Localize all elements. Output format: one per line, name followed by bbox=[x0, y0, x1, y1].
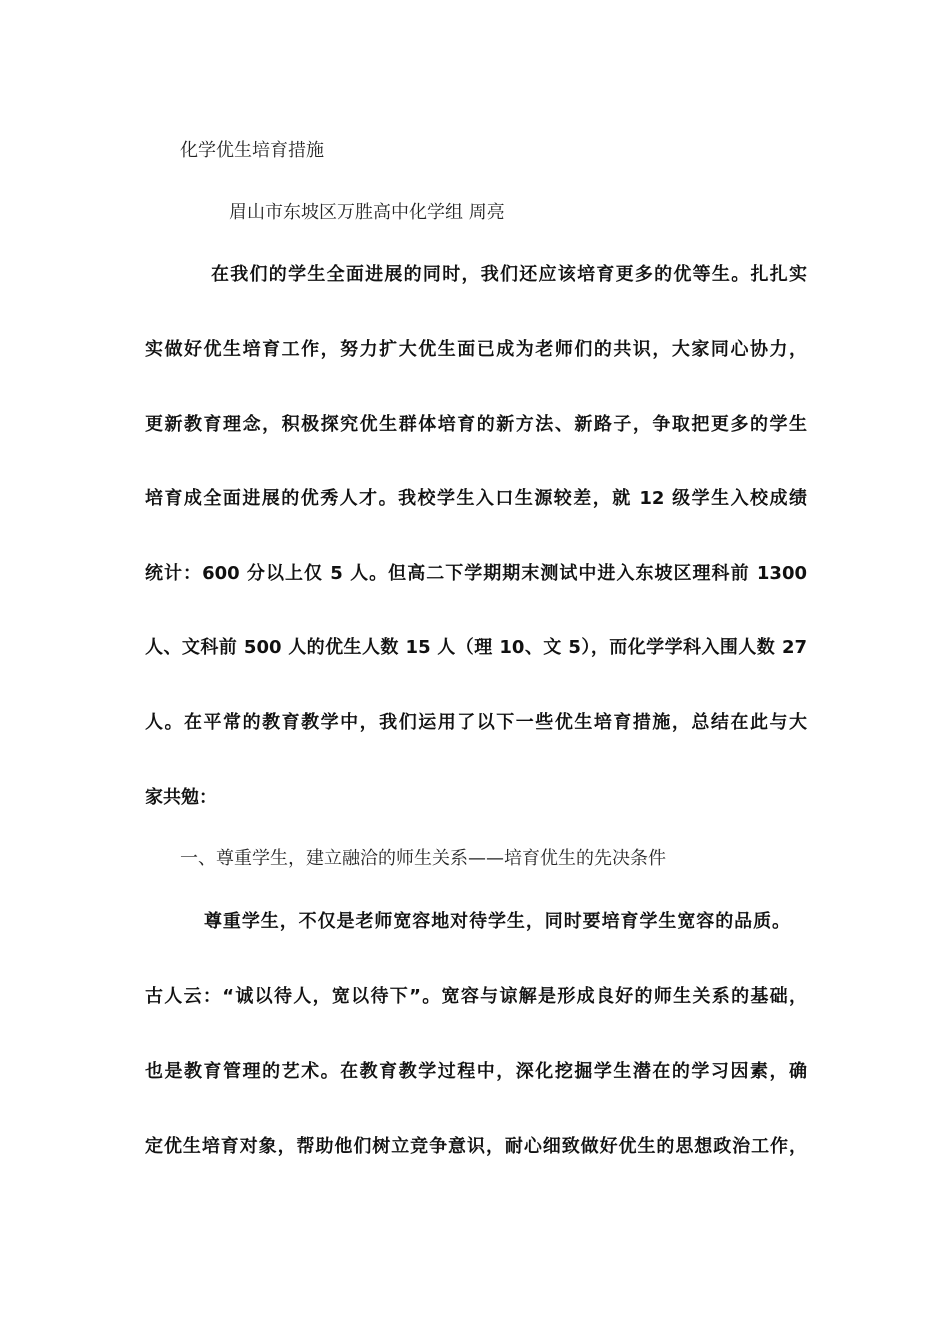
paragraph-1-line-1: 在我们的学生全面进展的同时，我们还应该培育更多的优等生。扎扎实 bbox=[211, 264, 807, 285]
paragraph-2-line-4: 定优生培育对象，帮助他们树立竞争意识，耐心细致做好优生的思想政治工作， bbox=[145, 1136, 807, 1157]
paragraph-1-line-3: 更新教育理念，积极探究优生群体培育的新方法、新路子，争取把更多的学生 bbox=[145, 414, 807, 435]
paragraph-1-line-7: 人。在平常的教育教学中，我们运用了以下一些优生培育措施，总结在此与大 bbox=[145, 712, 807, 733]
author-line: 眉山市东坡区万胜高中化学组 周亮 bbox=[229, 202, 505, 223]
paragraph-1-line-2: 实做好优生培育工作，努力扩大优生面已成为老师们的共识，大家同心协力， bbox=[145, 339, 807, 360]
paragraph-1-line-5: 统计：600 分以上仅 5 人。但高二下学期期末测试中进入东坡区理科前 1300 bbox=[145, 563, 807, 584]
paragraph-2-line-2: 古人云：“诚以待人，宽以待下”。宽容与谅解是形成良好的师生关系的基础， bbox=[145, 986, 807, 1007]
document-title: 化学优生培育措施 bbox=[180, 140, 324, 161]
section-1-heading: 一、尊重学生，建立融洽的师生关系——培育优生的先决条件 bbox=[180, 848, 666, 869]
paragraph-2-line-3: 也是教育管理的艺术。在教育教学过程中，深化挖掘学生潜在的学习因素，确 bbox=[145, 1061, 807, 1082]
paragraph-1-line-4: 培育成全面进展的优秀人才。我校学生入口生源较差，就 12 级学生入校成绩 bbox=[145, 488, 807, 509]
paragraph-2-line-1: 尊重学生，不仅是老师宽容地对待学生，同时要培育学生宽容的品质。 bbox=[204, 911, 790, 932]
paragraph-1-line-6: 人、文科前 500 人的优生人数 15 人（理 10、文 5），而化学学科入围人数 27 bbox=[145, 637, 807, 658]
paragraph-1-line-8: 家共勉： bbox=[145, 787, 217, 808]
